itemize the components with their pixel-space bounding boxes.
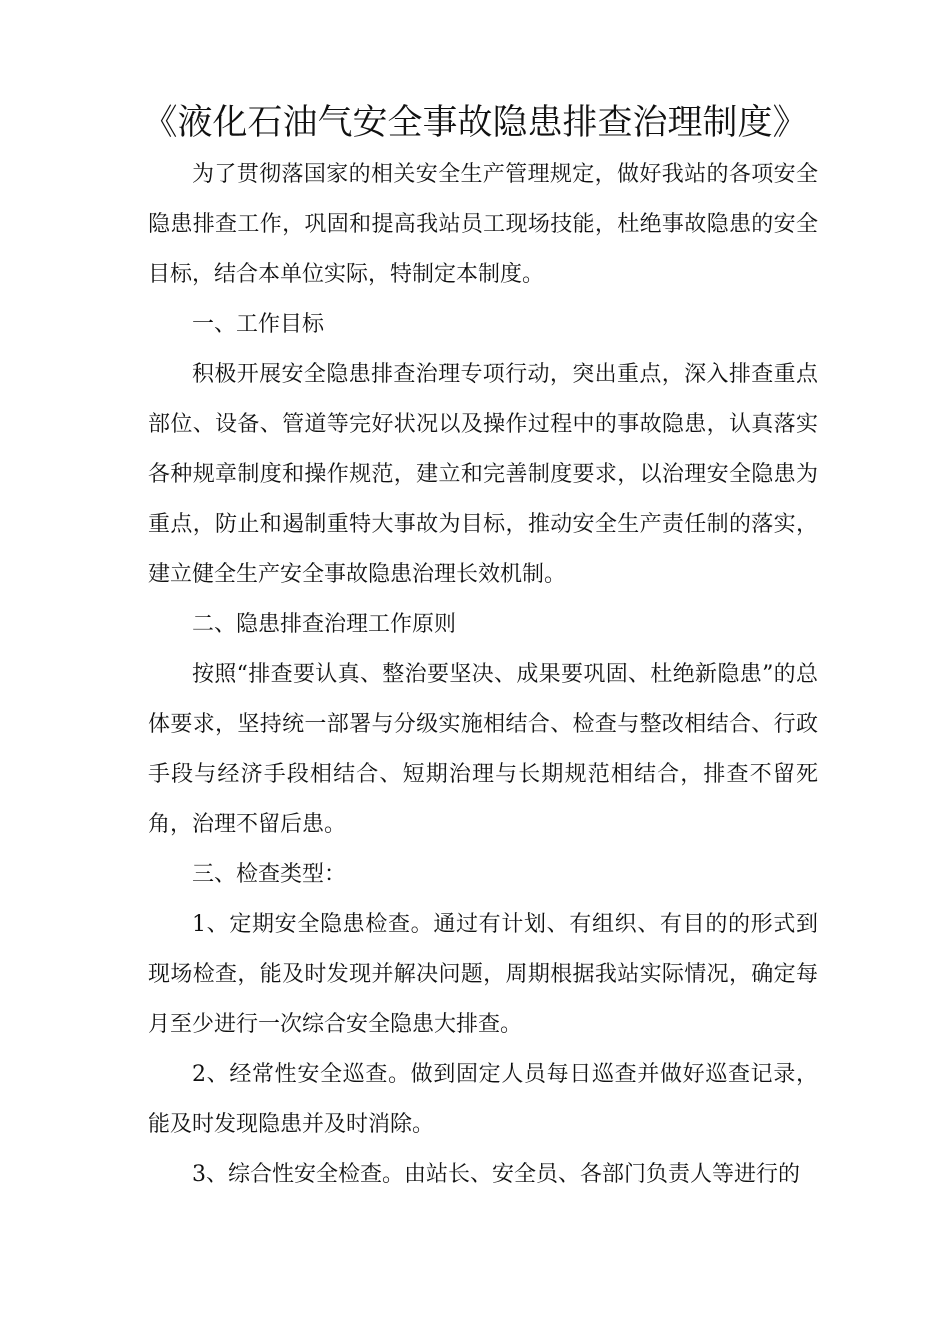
- document-title: 《液化石油气安全事故隐患排查治理制度》: [142, 103, 808, 143]
- document-body: [148, 150, 818, 1200]
- inspection-type-2-paragraph: 2、经常性安全巡查。做到固定人员每日巡查并做好巡查记录，能及时发现隐患并及时消除。: [148, 1062, 818, 1137]
- work-goal-paragraph: 积极开展安全隐患排查治理专项行动，突出重点，深入排查重点部位、设备、管道等完好状况以及操作过程中的事故隐患，认真落实各种规章制度和操作规范，建立和完善制度要求，以治理安全隐患为重点，防止和遏制重特大事故为目标，推动安全生产责任制的落实，建立健全生产安全事故隐患治理长效机制。: [148, 362, 818, 587]
- section-heading-work-goal: 一、工作目标: [192, 312, 325, 337]
- section-heading-inspection-types: 三、检查类型：: [192, 862, 347, 887]
- principles-paragraph: 按照“排查要认真、整治要坚决、成果要巩固、杜绝新隐患”的总体要求，坚持统一部署与分级实施相结合、检查与整改相结合、行政手段与经济手段相结合、短期治理与长期规范相结合，排查不留死角，治理不留后患。: [148, 662, 818, 837]
- section-heading-principles: 二、隐患排查治理工作原则: [192, 612, 457, 637]
- inspection-type-3-paragraph: 3、综合性安全检查。由站长、安全员、各部门负责人等进行的: [192, 1162, 800, 1187]
- inspection-type-1-paragraph: 1、定期安全隐患检查。通过有计划、有组织、有目的的形式到现场检查，能及时发现并解决问题，周期根据我站实际情况，确定每月至少进行一次综合安全隐患大排查。: [148, 912, 818, 1037]
- intro-paragraph: 为了贯彻落国家的相关安全生产管理规定，做好我站的各项安全隐患排查工作，巩固和提高我站员工现场技能，杜绝事故隐患的安全目标，结合本单位实际，特制定本制度。: [148, 162, 818, 287]
